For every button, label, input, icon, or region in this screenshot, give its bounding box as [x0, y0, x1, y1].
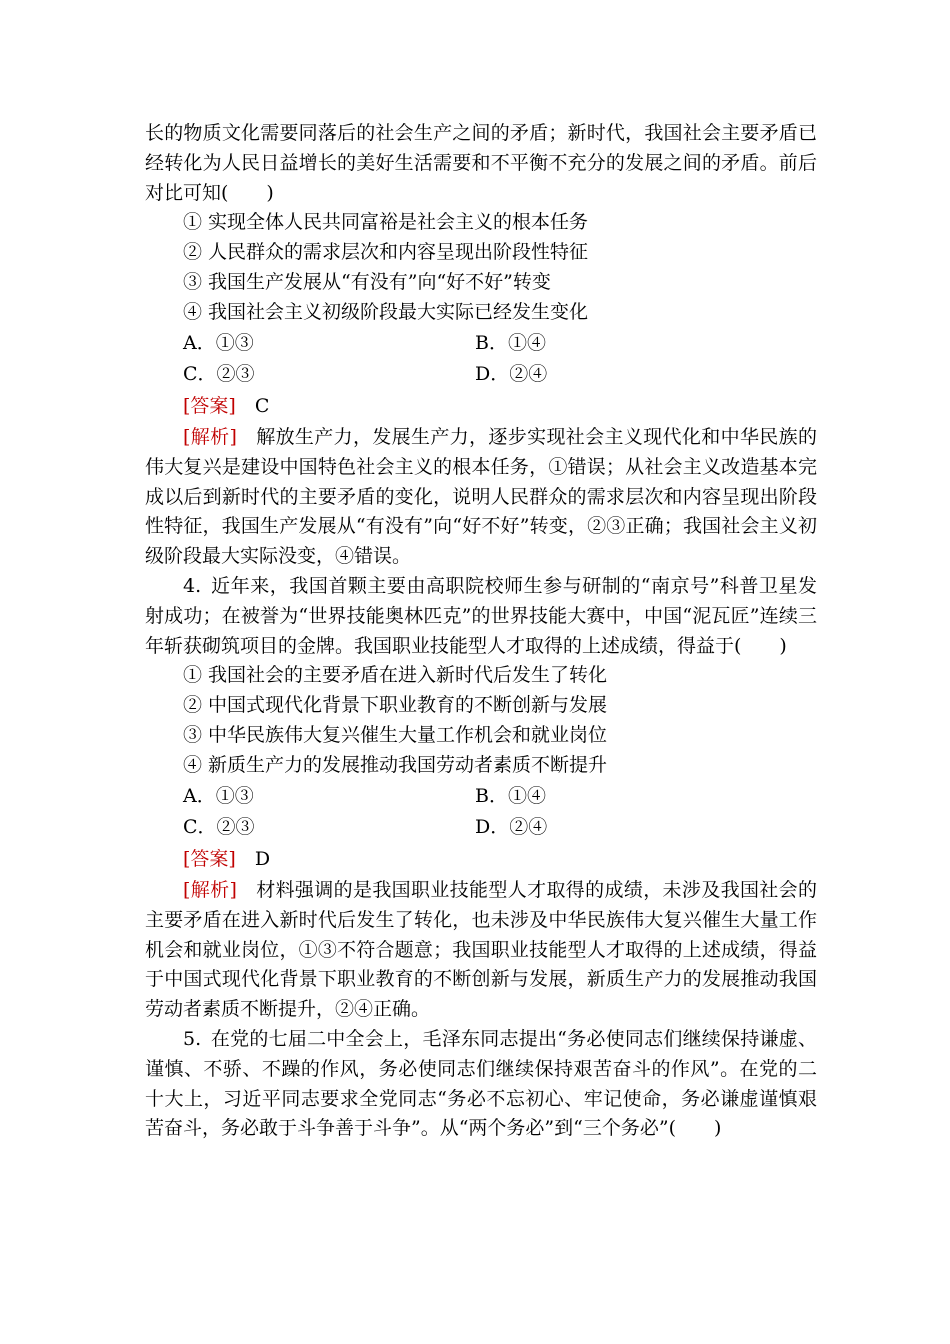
q4-item-4: ④ 新质生产力的发展推动我国劳动者素质不断提升 — [183, 753, 608, 776]
q4-item-1: ① 我国社会的主要矛盾在进入新时代后发生了转化 — [183, 664, 608, 687]
q3-choice-d: D．②④ — [475, 363, 548, 386]
q3-choice-row-1 — [145, 328, 817, 360]
q3-item-1: ① 实现全体人民共同富裕是社会主义的根本任务 — [183, 211, 589, 234]
q4-answer-value: D — [254, 848, 271, 871]
q5-stem-text: 在党的七届二中全会上，毛泽东同志提出“务必使同志们继续保持谦虚、谨慎、不骄、不躁的作风，务必使同志们继续保持艰苦奋斗的作风”。在党的二十大上，习近平同志要求全党同志“务必不忘初心、牢记使命，务必谦虚谨慎艰苦奋斗，务必敢于斗争善于斗争”。从“两个务必”到“三个务必”( ) — [145, 1027, 817, 1140]
q4-choice-c: C．②③ — [183, 816, 255, 839]
q3-item-2: ② 人民群众的需求层次和内容呈现出阶段性特征 — [183, 241, 589, 264]
q3-item-4: ④ 我国社会主义初级阶段最大实际已经发生变化 — [183, 300, 589, 323]
q3-analysis — [145, 423, 817, 572]
q3-item-3: ③ 我国生产发展从“有没有”向“好不好”转变 — [183, 270, 551, 293]
q4-answer-line — [145, 844, 817, 876]
q4-stem — [145, 572, 817, 661]
q3-choice-c: C．②③ — [183, 363, 255, 386]
q4-analysis-tag: [解析] — [183, 878, 237, 901]
q3-answer-value: C — [254, 395, 270, 418]
q4-choice-row-1 — [145, 781, 817, 813]
q4-choice-a: A．①③ — [183, 784, 254, 807]
document-content — [145, 119, 817, 1144]
q3-choice-b: B．①④ — [475, 331, 546, 354]
q3-answer-tag: [答案] — [183, 395, 236, 418]
q3-answer-line — [145, 391, 817, 423]
q5-number: 5. — [183, 1027, 202, 1050]
q3-choice-a: A．①③ — [183, 331, 254, 354]
q3-choice-row-2 — [145, 359, 817, 391]
q4-choice-row-2 — [145, 812, 817, 844]
q4-choice-b: B．①④ — [475, 784, 546, 807]
q5-stem — [145, 1025, 817, 1144]
q3-stem: 长的物质文化需要同落后的社会生产之间的矛盾；新时代，我国社会主要矛盾已经转化为人民日益增长的美好生活需要和不平衡不充分的发展之间的矛盾。前后对比可知( ) — [145, 122, 817, 204]
q3-analysis-text: 解放生产力，发展生产力，逐步实现社会主义现代化和中华民族的伟大复兴是建设中国特色社会主义的根本任务，①错误；从社会主义改造基本完成以后到新时代的主要矛盾的变化，说明人民群众的需求层次和内容呈现出阶段性特征，我国生产发展从“有没有”向“好不好”转变，②③正确；我国社会主义初级阶段最大实际没变，④错误。 — [145, 425, 817, 568]
q4-answer-tag: [答案] — [183, 848, 236, 871]
q4-item-2: ② 中国式现代化背景下职业教育的不断创新与发展 — [183, 694, 608, 717]
q4-analysis-text: 材料强调的是我国职业技能型人才取得的成绩，未涉及我国社会的主要矛盾在进入新时代后发生了转化，也未涉及中华民族伟大复兴催生大量工作机会和就业岗位，①③不符合题意；我国职业技能型人才取得的上述成绩，得益于中国式现代化背景下职业教育的不断创新与发展，新质生产力的发展推动我国劳动者素质不断提升，②④正确。 — [145, 878, 817, 1021]
q4-analysis — [145, 876, 817, 1025]
q4-number: 4. — [183, 574, 202, 597]
q4-item-3: ③ 中华民族伟大复兴催生大量工作机会和就业岗位 — [183, 723, 608, 746]
q3-analysis-tag: [解析] — [183, 425, 237, 448]
q4-stem-text: 近年来，我国首颗主要由高职院校师生参与研制的“南京号”科普卫星发射成功；在被誉为“世界技能奥林匹克”的世界技能大赛中，中国“泥瓦匠”连续三年斩获砌筑项目的金牌。我国职业技能型人才取得的上述成绩，得益于( ) — [145, 574, 817, 657]
q4-choice-d: D．②④ — [475, 816, 548, 839]
